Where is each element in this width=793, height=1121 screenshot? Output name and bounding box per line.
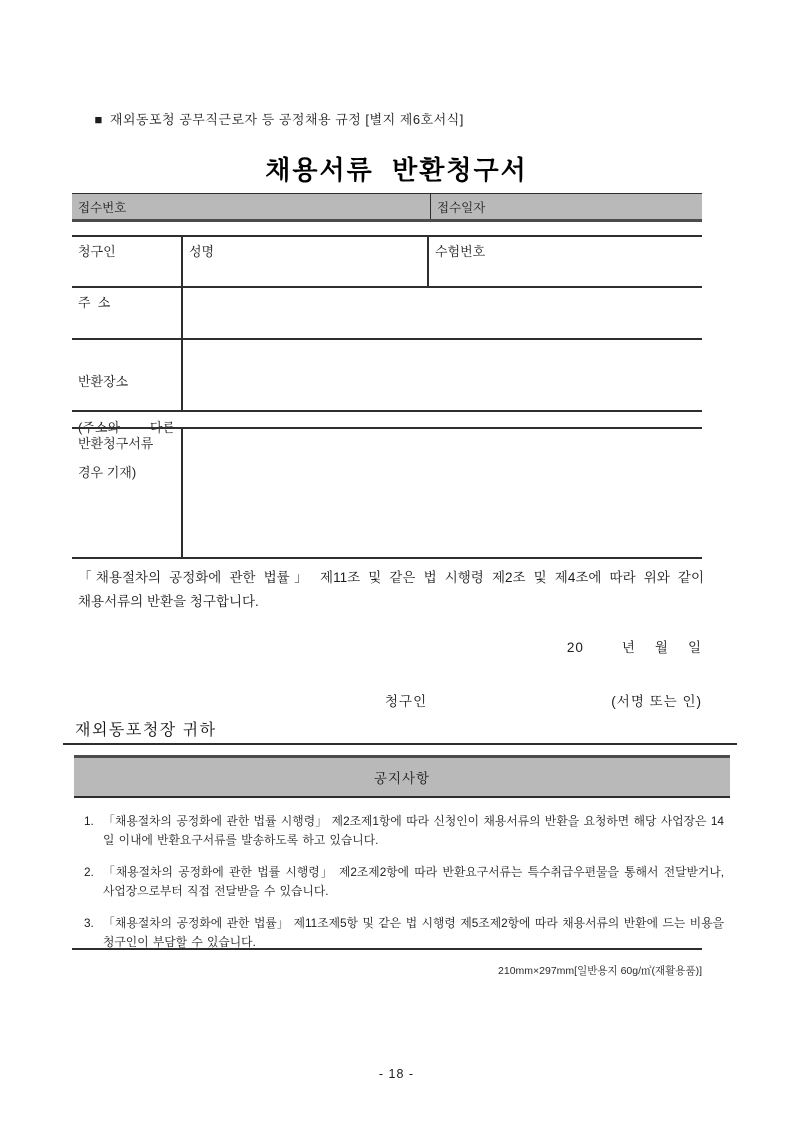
notice-item-text: 「채용절차의 공정화에 관한 법률 시행령」 제2조제2항에 따라 반환요구서류는 특수취급우편물을 통해서 전달받거나, 사업장으로부터 직접 전달받을 수 있습니다. bbox=[103, 864, 724, 899]
name-label: 성명 bbox=[183, 237, 429, 286]
notice-item bbox=[84, 863, 724, 902]
table-row-claimant bbox=[72, 237, 702, 286]
notice-item bbox=[84, 812, 724, 851]
notice-item-number: 3. bbox=[84, 915, 94, 930]
notice-item bbox=[84, 914, 724, 953]
claimant-label: 청구인 bbox=[72, 237, 183, 286]
receipt-number-label: 접수번호 bbox=[72, 194, 431, 219]
declaration-paragraph bbox=[78, 566, 704, 613]
return-docs-table bbox=[72, 427, 702, 559]
notice-item-number: 2. bbox=[84, 864, 94, 879]
black-square-icon: ■ bbox=[94, 112, 103, 127]
notice-item-number: 1. bbox=[84, 814, 94, 828]
document-title: 채용서류 반환청구서 bbox=[265, 155, 528, 185]
notice-header-label: 공지사항 bbox=[373, 771, 431, 786]
date-line: 20 년 월 일 bbox=[566, 640, 702, 655]
address-value-cell bbox=[183, 288, 702, 338]
exam-number-label: 수험번호 bbox=[435, 244, 486, 259]
regulation-notice-text: 재외동포청 공무직근로자 등 공정채용 규정 [별지 제6호서식] bbox=[109, 112, 464, 127]
return-place-value-cell bbox=[183, 340, 702, 410]
signer-label: 청구인 bbox=[385, 694, 428, 709]
address-label: 주 소 bbox=[72, 288, 183, 338]
notice-item-text: 「채용절차의 공정화에 관한 법률 시행령」 제2조제1항에 따라 신청인이 채용서류의 반환을 요청하면 해당 사업장은 14일 이내에 반환요구서류를 발송하도록 하고 있습니다. bbox=[103, 814, 724, 848]
seal-label: (서명 또는 인) bbox=[611, 694, 702, 709]
paper-spec-text: 210mm×297mm[일반용지 60g/㎡(재활용품)] bbox=[498, 965, 702, 977]
notice-item-text: 「채용절차의 공정화에 관한 법률」 제11조제5항 및 같은 법 시행령 제5조제2항에 따라 채용서류의 반환에 드는 비용을 청구인이 부담할 수 있습니다. bbox=[103, 915, 724, 950]
return-place-line1: 반환장소 bbox=[78, 374, 129, 389]
declaration-line2: 채용서류의 반환을 청구합니다. bbox=[78, 593, 259, 609]
return-place-line3: 경우 기재) bbox=[78, 465, 137, 481]
return-docs-label: 반환청구서류 bbox=[72, 429, 183, 557]
footer-divider bbox=[72, 948, 702, 950]
declaration-line1: 「채용절차의 공정화에 관한 법률」 제11조 및 같은 법 시행령 제2조 및 제4조에 따라 위와 같이 bbox=[78, 570, 704, 585]
recipient-divider bbox=[63, 743, 737, 745]
return-docs-value-cell bbox=[183, 429, 702, 557]
receipt-date-label: 접수일자 bbox=[437, 200, 486, 215]
signature-line bbox=[72, 690, 702, 710]
notice-header-bar bbox=[74, 755, 730, 798]
return-place-line2: (주소와 다른 bbox=[78, 419, 175, 435]
receipt-header-row bbox=[72, 193, 702, 222]
notice-list bbox=[84, 812, 724, 965]
page-number: - 18 - bbox=[378, 1067, 415, 1081]
recipient-line: 재외동포청장 귀하 bbox=[75, 722, 217, 739]
table-row-address bbox=[72, 286, 702, 338]
regulation-notice bbox=[78, 94, 464, 143]
